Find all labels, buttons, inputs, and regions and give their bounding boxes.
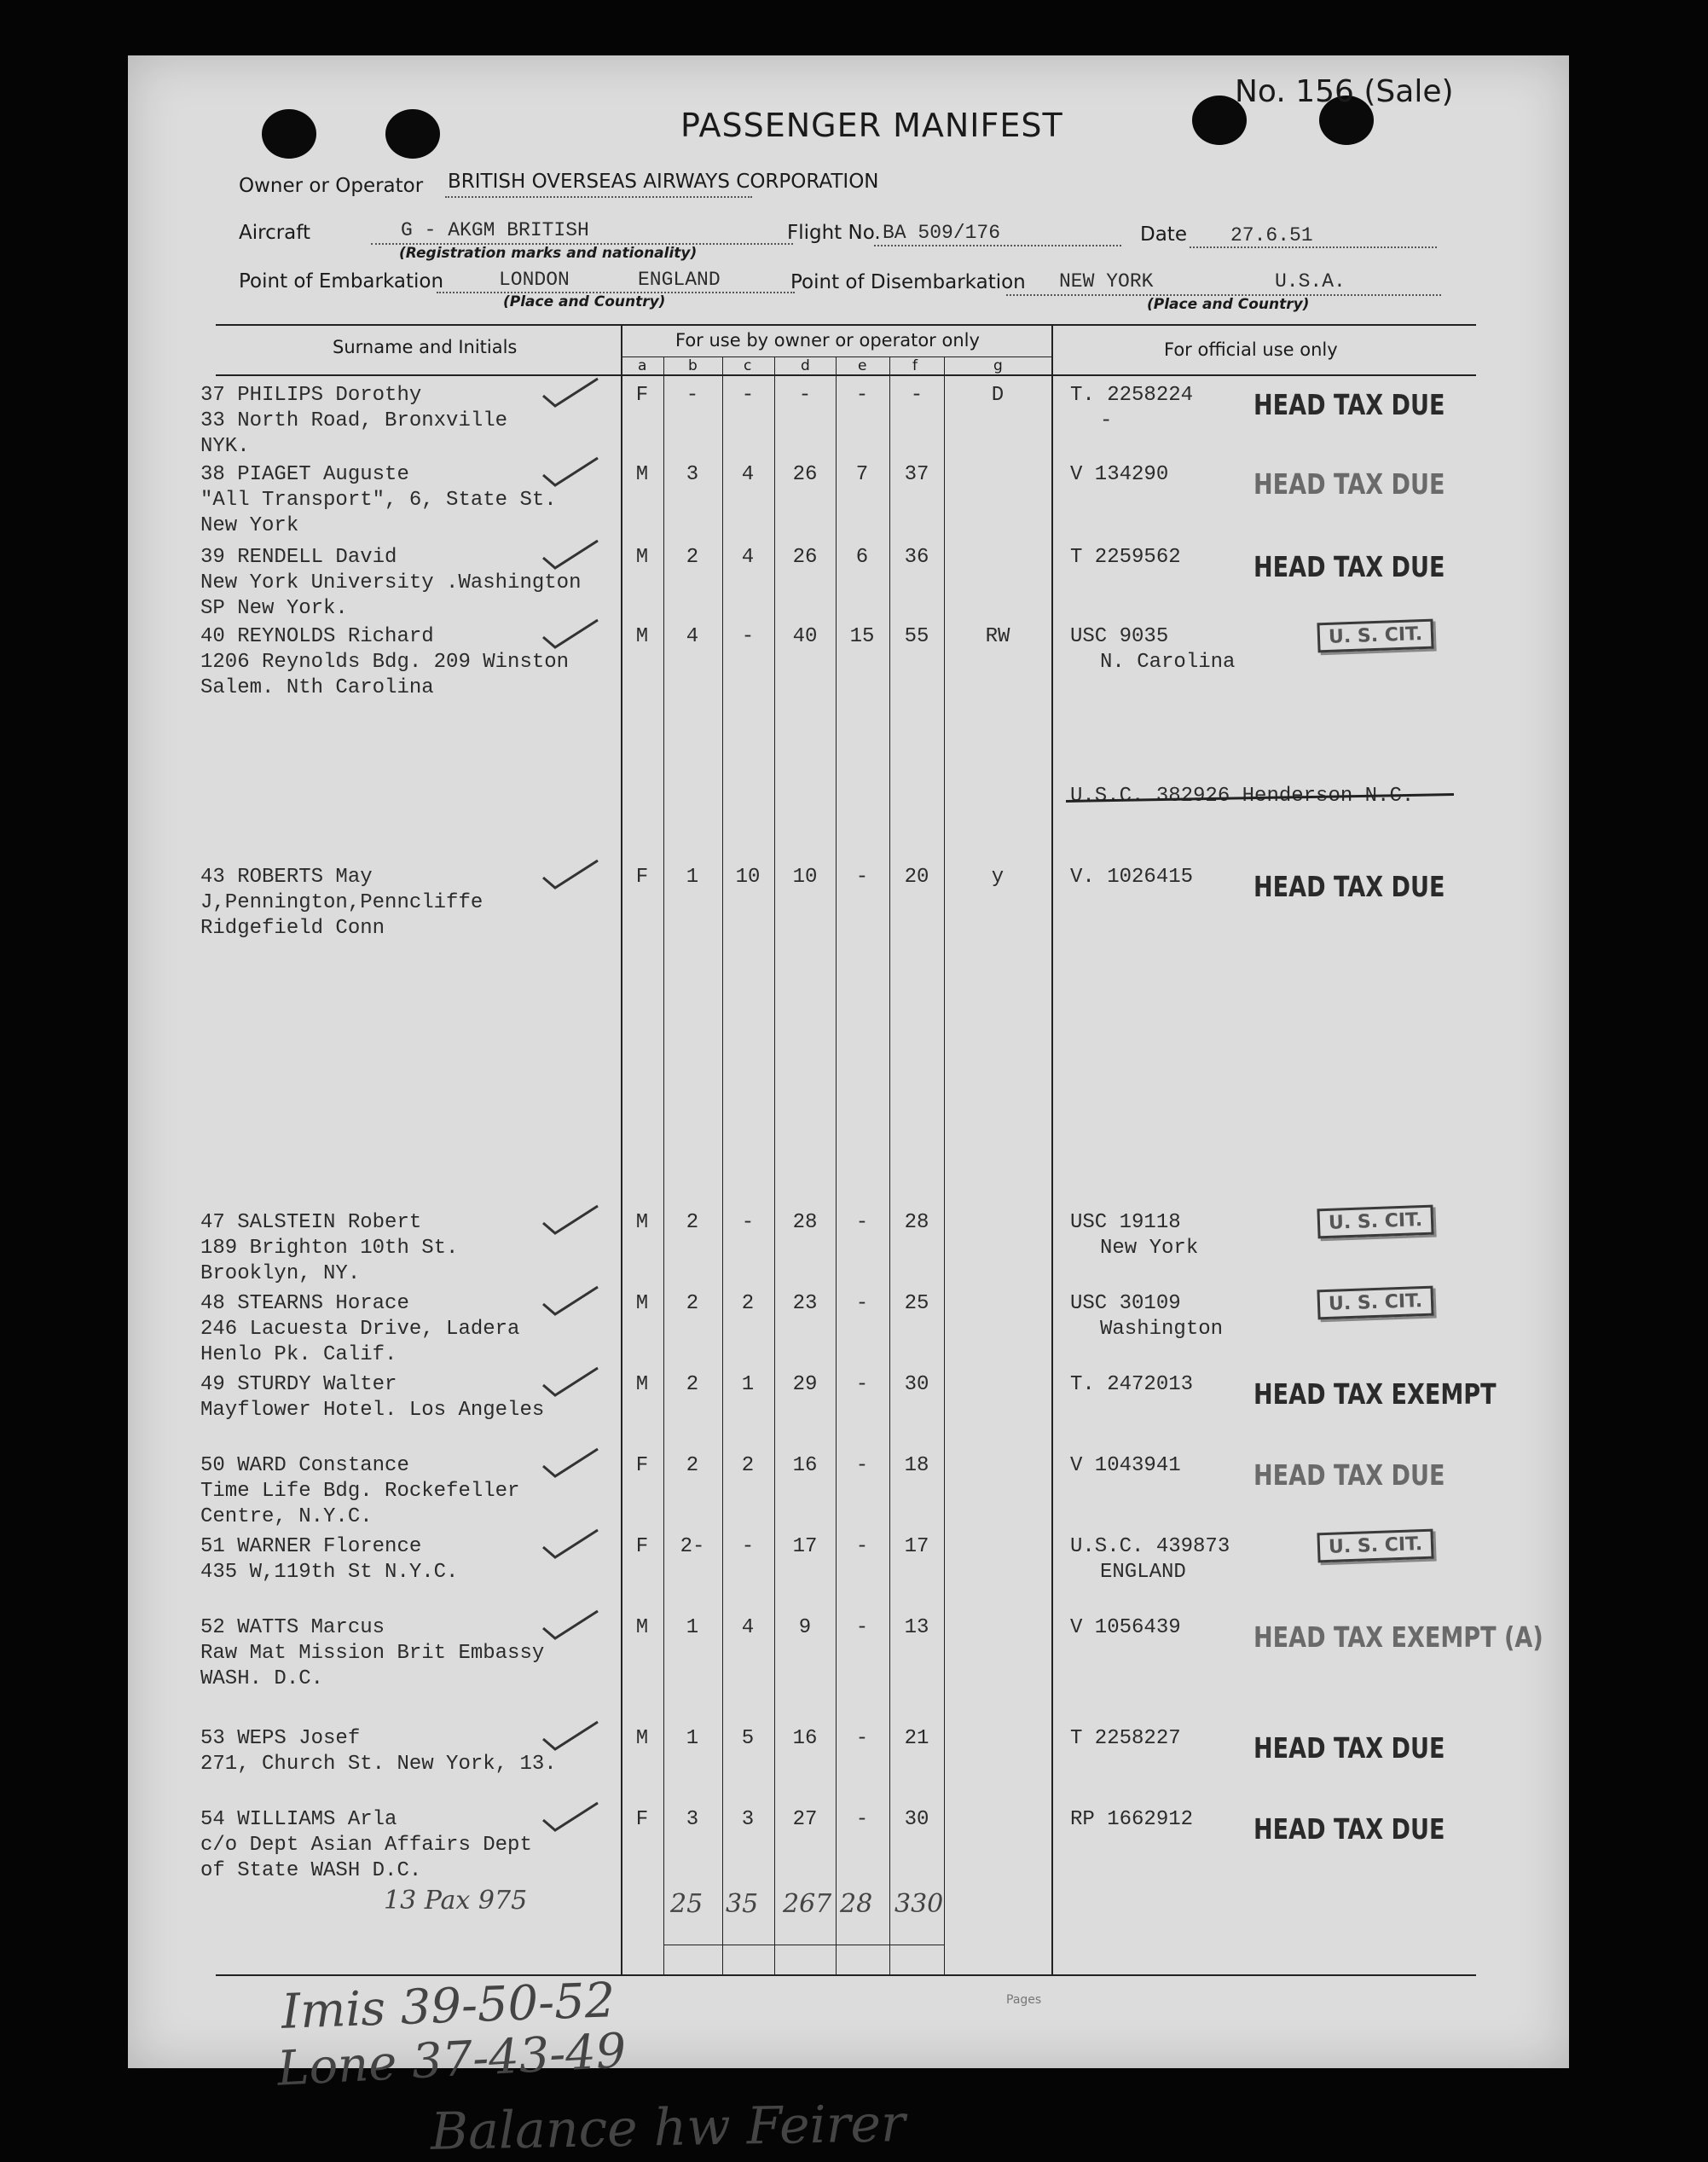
passenger-address: Time Life Bdg. Rockefeller — [200, 1480, 520, 1503]
passenger-address: 33 North Road, Bronxville — [200, 409, 508, 432]
passenger-address: New York University .Washington — [200, 571, 582, 594]
cell-d: 16 — [792, 1727, 818, 1750]
cell-e: - — [855, 1211, 869, 1234]
check-mark-icon — [541, 1365, 601, 1399]
cell-b: 1 — [686, 1616, 699, 1639]
cell-e: - — [855, 1535, 869, 1558]
cell-c: 4 — [741, 546, 755, 569]
official-entry: USC 19118 — [1070, 1211, 1181, 1234]
cell-b: 2 — [686, 546, 699, 569]
check-mark-icon — [541, 455, 601, 489]
official-entry: T. 2472013 — [1070, 1373, 1194, 1396]
owner-label: Owner or Operator — [239, 175, 424, 197]
cell-c: 10 — [735, 866, 761, 889]
cell-c: - — [741, 625, 755, 648]
embark-label: Point of Embarkation — [239, 270, 444, 293]
cell-a: M — [635, 1373, 649, 1396]
official-entry-struck: U.S.C. 382926 Henderson N.C. — [1070, 785, 1415, 808]
passenger-name: 39 RENDELL David — [200, 546, 397, 569]
cell-d: 26 — [792, 546, 818, 569]
passenger-name: 52 WATTS Marcus — [200, 1616, 385, 1639]
cell-c: 4 — [741, 1616, 755, 1639]
disembark-city: NEW YORK — [1059, 270, 1154, 293]
embark-city: LONDON — [499, 269, 570, 291]
passenger-name: 50 WARD Constance — [200, 1454, 409, 1477]
cell-c: 1 — [741, 1373, 755, 1396]
passenger-address-cont: Salem. Nth Carolina — [200, 676, 434, 699]
passenger-address: 1206 Reynolds Bdg. 209 Winston — [200, 651, 570, 674]
column-letter-g: g — [993, 357, 1003, 374]
head-tax-stamp: HEAD TAX EXEMPT (A) — [1253, 1620, 1543, 1654]
disembark-label: Point of Disembarkation — [790, 271, 1026, 293]
date-value: 27.6.51 — [1230, 224, 1313, 246]
official-entry-note: New York — [1100, 1237, 1199, 1260]
passenger-name: 51 WARNER Florence — [200, 1535, 422, 1558]
us-citizen-stamp: U. S. CIT. — [1317, 1205, 1433, 1239]
check-mark-icon — [541, 1608, 601, 1642]
cell-f: 30 — [904, 1808, 929, 1831]
cell-f: 20 — [904, 866, 929, 889]
cell-d: 26 — [792, 463, 818, 486]
cell-e: - — [855, 866, 869, 889]
cell-e: - — [855, 1616, 869, 1639]
passenger-address: J,Pennington,Penncliffe — [200, 891, 483, 914]
official-entry: T 2258227 — [1070, 1727, 1181, 1750]
passenger-name: 53 WEPS Josef — [200, 1727, 361, 1750]
cell-b: 2 — [686, 1211, 699, 1234]
embark-note: (Place and Country) — [503, 293, 666, 310]
head-tax-stamp: HEAD TAX EXEMPT — [1253, 1377, 1497, 1411]
column-letter-b: b — [688, 357, 698, 374]
column-letter-e: e — [858, 357, 867, 374]
passenger-name: 37 PHILIPS Dorothy — [200, 384, 422, 407]
handwritten-note-1: Imis 39-50-52 — [280, 1973, 617, 2040]
head-tax-stamp: HEAD TAX DUE — [1253, 1812, 1445, 1846]
total-cell: 267 — [783, 1889, 832, 1919]
passenger-name: 49 STURDY Walter — [200, 1373, 397, 1396]
check-mark-icon — [541, 617, 601, 651]
cell-a: F — [635, 866, 649, 889]
passenger-address: Mayflower Hotel. Los Angeles — [200, 1399, 545, 1422]
passenger-address-cont: NYK. — [200, 435, 250, 458]
official-use-header: For official use only — [1164, 339, 1338, 360]
cell-f: 25 — [904, 1292, 929, 1315]
punch-hole-left-2 — [385, 109, 440, 159]
document-title: PASSENGER MANIFEST — [680, 107, 1063, 144]
official-entry-note: N. Carolina — [1100, 651, 1236, 674]
official-entry: RP 1662912 — [1070, 1808, 1194, 1831]
cell-f: 30 — [904, 1373, 929, 1396]
passenger-name: 54 WILLIAMS Arla — [200, 1808, 397, 1831]
passenger-address: 189 Brighton 10th St. — [200, 1237, 459, 1260]
aircraft-label: Aircraft — [239, 222, 310, 244]
handwritten-note-2: Lone 37-43-49 — [275, 2023, 628, 2097]
check-mark-icon — [541, 1203, 601, 1237]
official-entry: USC 30109 — [1070, 1292, 1181, 1315]
check-mark-icon — [541, 857, 601, 891]
passenger-address: 435 W,119th St N.Y.C. — [200, 1561, 459, 1584]
cell-a: M — [635, 463, 649, 486]
official-entry-note: Washington — [1100, 1318, 1224, 1341]
official-entry: U.S.C. 439873 — [1070, 1535, 1230, 1558]
cell-a: F — [635, 1454, 649, 1477]
embark-country: ENGLAND — [638, 269, 721, 291]
cell-a: M — [635, 625, 649, 648]
passenger-address-cont: of State WASH D.C. — [200, 1859, 422, 1882]
official-entry-note: - — [1100, 409, 1113, 432]
flight-value: BA 509/176 — [883, 222, 1001, 244]
official-entry: T 2259562 — [1070, 546, 1181, 569]
cell-b: 1 — [686, 1727, 699, 1750]
check-mark-icon — [541, 1446, 601, 1480]
owner-value: BRITISH OVERSEAS AIRWAYS CORPORATION — [448, 171, 879, 193]
date-label: Date — [1140, 223, 1187, 246]
passenger-address: 246 Lacuesta Drive, Ladera — [200, 1318, 520, 1341]
cell-a: M — [635, 1211, 649, 1234]
passenger-name: 48 STEARNS Horace — [200, 1292, 409, 1315]
cell-e: - — [855, 1292, 869, 1315]
passenger-address-cont: New York — [200, 514, 299, 537]
pages-label: Pages — [1006, 1993, 1042, 2007]
official-entry: V. 1026415 — [1070, 866, 1194, 889]
check-mark-icon — [541, 1527, 601, 1561]
manifest-sheet — [128, 55, 1569, 2162]
cell-b: - — [686, 384, 699, 407]
check-mark-icon — [541, 375, 601, 409]
check-mark-icon — [541, 1719, 601, 1753]
aircraft-value: G - AKGM BRITISH — [401, 219, 589, 241]
punch-hole-left-1 — [262, 109, 316, 159]
cell-b: 3 — [686, 1808, 699, 1831]
total-cell: 35 — [726, 1889, 759, 1919]
head-tax-stamp: HEAD TAX DUE — [1253, 1458, 1445, 1492]
cell-f: 37 — [904, 463, 929, 486]
cell-f: 18 — [904, 1454, 929, 1477]
cell-g: RW — [985, 625, 1010, 648]
cell-a: M — [635, 546, 649, 569]
totals-pax: 13 Pax 975 — [384, 1886, 528, 1916]
official-entry: V 1056439 — [1070, 1616, 1181, 1639]
cell-a: F — [635, 384, 649, 407]
cell-e: - — [855, 1454, 869, 1477]
official-entry: USC 9035 — [1070, 625, 1169, 648]
passenger-address-cont: Henlo Pk. Calif. — [200, 1343, 397, 1366]
disembark-country: U.S.A. — [1275, 270, 1346, 293]
official-entry-note: ENGLAND — [1100, 1561, 1186, 1584]
cell-d: - — [798, 384, 812, 407]
cell-g: D — [991, 384, 1005, 407]
cell-a: F — [635, 1808, 649, 1831]
passenger-address-cont: WASH. D.C. — [200, 1667, 324, 1690]
us-citizen-stamp: U. S. CIT. — [1317, 1529, 1433, 1563]
check-mark-icon — [541, 537, 601, 571]
cell-d: 16 — [792, 1454, 818, 1477]
head-tax-stamp: HEAD TAX DUE — [1253, 467, 1445, 501]
cell-b: 2 — [686, 1373, 699, 1396]
flight-label: Flight No. — [787, 222, 881, 244]
cell-c: 4 — [741, 463, 755, 486]
us-citizen-stamp: U. S. CIT. — [1317, 619, 1433, 653]
passenger-name: 40 REYNOLDS Richard — [200, 625, 434, 648]
passenger-address-cont: Ridgefield Conn — [200, 917, 385, 940]
us-citizen-stamp: U. S. CIT. — [1317, 1286, 1433, 1320]
passenger-address: Raw Mat Mission Brit Embassy — [200, 1642, 545, 1665]
cell-e: - — [855, 1727, 869, 1750]
cell-d: 27 — [792, 1808, 818, 1831]
passenger-address-cont: SP New York. — [200, 597, 348, 620]
cell-d: 23 — [792, 1292, 818, 1315]
cell-c: - — [741, 1211, 755, 1234]
surname-header: Surname and Initials — [333, 337, 518, 357]
cell-e: 15 — [849, 625, 875, 648]
cell-c: 5 — [741, 1727, 755, 1750]
passenger-address-cont: Centre, N.Y.C. — [200, 1505, 373, 1528]
head-tax-stamp: HEAD TAX DUE — [1253, 388, 1445, 421]
passenger-address: c/o Dept Asian Affairs Dept — [200, 1834, 532, 1857]
document-number: No. 156 (Sale) — [1235, 74, 1454, 109]
total-cell: 330 — [895, 1889, 944, 1919]
cell-c: 3 — [741, 1808, 755, 1831]
cell-b: 2 — [686, 1454, 699, 1477]
cell-a: F — [635, 1535, 649, 1558]
cell-c: 2 — [741, 1292, 755, 1315]
total-cell: 25 — [670, 1889, 703, 1919]
column-letter-c: c — [744, 357, 752, 374]
cell-a: M — [635, 1292, 649, 1315]
cell-f: 13 — [904, 1616, 929, 1639]
cell-e: - — [855, 1373, 869, 1396]
owner-use-header: For use by owner or operator only — [675, 330, 980, 351]
cell-g: y — [991, 866, 1005, 889]
cell-f: 55 — [904, 625, 929, 648]
cell-d: 17 — [792, 1535, 818, 1558]
cell-c: - — [741, 1535, 755, 1558]
cell-e: 7 — [855, 463, 869, 486]
column-letter-d: d — [801, 357, 810, 374]
passenger-address: "All Transport", 6, State St. — [200, 489, 557, 512]
cell-c: 2 — [741, 1454, 755, 1477]
passenger-address-cont: Brooklyn, NY. — [200, 1262, 361, 1285]
passenger-name: 38 PIAGET Auguste — [200, 463, 409, 486]
official-entry: V 134290 — [1070, 463, 1169, 486]
aircraft-note: (Registration marks and nationality) — [399, 245, 698, 262]
column-letter-a: a — [638, 357, 647, 374]
cell-d: 40 — [792, 625, 818, 648]
cell-e: 6 — [855, 546, 869, 569]
cell-a: M — [635, 1727, 649, 1750]
official-entry: T. 2258224 — [1070, 384, 1194, 407]
cell-d: 9 — [798, 1616, 812, 1639]
cell-f: - — [910, 384, 923, 407]
disembark-note: (Place and Country) — [1147, 296, 1310, 313]
head-tax-stamp: HEAD TAX DUE — [1253, 1731, 1445, 1765]
cell-e: - — [855, 384, 869, 407]
cell-d: 10 — [792, 866, 818, 889]
cell-d: 28 — [792, 1211, 818, 1234]
cell-f: 17 — [904, 1535, 929, 1558]
passenger-name: 43 ROBERTS May — [200, 866, 373, 889]
cell-b: 1 — [686, 866, 699, 889]
head-tax-stamp: HEAD TAX DUE — [1253, 550, 1445, 583]
cell-c: - — [741, 384, 755, 407]
cell-b: 4 — [686, 625, 699, 648]
cell-e: - — [855, 1808, 869, 1831]
cell-a: M — [635, 1616, 649, 1639]
check-mark-icon — [541, 1800, 601, 1834]
passenger-address: 271, Church St. New York, 13. — [200, 1753, 557, 1776]
column-letter-f: f — [912, 357, 918, 374]
cell-d: 29 — [792, 1373, 818, 1396]
handwritten-note-3: Balance hw Feirer — [430, 2094, 906, 2162]
cell-b: 3 — [686, 463, 699, 486]
cell-f: 21 — [904, 1727, 929, 1750]
check-mark-icon — [541, 1284, 601, 1318]
head-tax-stamp: HEAD TAX DUE — [1253, 870, 1445, 903]
cell-f: 28 — [904, 1211, 929, 1234]
passenger-name: 47 SALSTEIN Robert — [200, 1211, 422, 1234]
cell-b: 2 — [686, 1292, 699, 1315]
cell-b: 2- — [680, 1535, 705, 1558]
total-cell: 28 — [840, 1889, 873, 1919]
cell-f: 36 — [904, 546, 929, 569]
official-entry: V 1043941 — [1070, 1454, 1181, 1477]
